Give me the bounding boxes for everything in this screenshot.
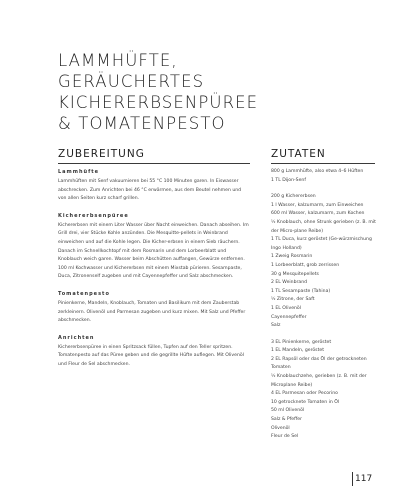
zubereitung-heading: ZUBEREITUNG xyxy=(58,148,145,160)
ingredient-item: 1 EL Mandeln, geröstet xyxy=(271,348,325,354)
ingredient-item: 1 TL Sesampaste (Tahina) xyxy=(271,288,331,294)
section-body: Kichererbsen mit einem Liter Wasser über Nacht einweichen. Danach abseihen. Im Grill drei, vier Stücke Kohle anzünden. Die Mesquitte-pellets in Weinbrand einweichen und auf die Kohle legen. Die Kicher-erbsen in einem Sieb räuchern. Danach im Schnellkochtopf mit dem Rosmarin und dem Lorbeerblatt und Knoblauch weich garen. Wasser beim Abschütten auffangen, Gewürze entfernen. 100 ml Kochwasser und Kichererbsen mit einem Mixstab pürieren. Sesampaste, Duca, Zitronenself zugeben und mit Cayennepfeffer und Salz abschmecken. xyxy=(58,222,249,280)
ingredient-item: 2 EL Weinbrand xyxy=(271,280,308,286)
ingredient-item: 3 EL Pinienkerne, geröstet xyxy=(271,339,332,345)
section-body: Kichererbsenpüree in einen Spritzsack füllen, Tupfen auf den Teller spritzen. Tomatenpesto auf das Püree geben und die gegrillte Hüfte auflegen. Mit Olivenöl und Fleur de Sel abschmecken. xyxy=(58,344,244,367)
page-number: 117 xyxy=(355,474,373,484)
ingredient-item: Cayennepfeffer xyxy=(271,314,307,320)
zutaten-rule xyxy=(271,163,375,164)
section-tomatenpesto xyxy=(58,290,250,326)
section-title: Anrichten xyxy=(58,334,95,341)
title-line: GERÄUCHERTES xyxy=(58,72,205,91)
ingredient-group-pesto xyxy=(271,339,381,442)
ingredient-item: 1 l Wasser, kalzumarm, zum Einweichen xyxy=(271,202,364,208)
title-line: & TOMATENPESTO xyxy=(58,114,226,133)
instructions-column xyxy=(58,168,250,378)
ingredient-item: 1 EL Olivenöl xyxy=(271,305,302,311)
ingredient-item: 50 ml Olivenöl xyxy=(271,408,305,414)
ingredient-item: Salz & Pfeffer xyxy=(271,417,303,423)
ingredient-item: 1 Lorbeerblatt, grob zerrissen xyxy=(271,262,340,268)
recipe-title xyxy=(58,50,388,134)
section-title: Lammhüfte xyxy=(58,169,100,175)
title-line: KICHERERBSENPÜREE xyxy=(58,93,259,112)
section-anrichten xyxy=(58,334,250,370)
section-kichererbsenpueree xyxy=(58,212,250,282)
ingredient-item: 2 EL Rapsöl oder das Öl der getrockneten Tomaten xyxy=(271,356,367,371)
section-body: Lammhüften mit Senf vakuumieren bei 55 °C 100 Minuten garen. In Eiswasser abschrecken. Zum Anrichten bei 46 °C erwärmen, aus dem Beutel nehmen und von allen Seiten kurz scharf grillen. xyxy=(58,179,242,202)
ingredient-item: 1 TL Duca, kurz geröstet (Ge-würzmischung Ingo Holland) xyxy=(271,237,372,251)
page-number-rule xyxy=(352,472,353,486)
ingredient-item: ½ Knoblauchzehe, gerieben (z. B. mit der Microplane Reibe) xyxy=(271,374,367,388)
ingredient-item: Olivenöl xyxy=(271,425,290,431)
section-body: Pinienkerne, Mandeln, Knoblauch, Tomaten und Basilikum mit dem Zauberstab zerkleinern. Olivenöl und Parmesan zugeben und kurz mixen. Mit Salz und Pfeffer abschmecken. xyxy=(58,300,246,324)
ingredient-group-lamm xyxy=(271,168,381,185)
title-line: LAMMHÜFTE, xyxy=(58,51,178,70)
zubereitung-rule xyxy=(58,163,250,164)
zutaten-heading: ZUTATEN xyxy=(271,148,326,160)
ingredient-item: 800 g Lammhüfte, also etwa 4–6 Hüften xyxy=(271,169,364,174)
ingredient-item: Salz xyxy=(271,323,281,329)
ingredient-group-kichererbsen xyxy=(271,193,381,331)
ingredient-item: 200 g Kichererbsen xyxy=(271,194,316,200)
ingredient-item: Fleur de Sel xyxy=(271,434,299,440)
ingredients-column xyxy=(271,168,381,450)
ingredient-item: 1 Zweig Rosmarin xyxy=(271,254,313,260)
ingredient-item: 600 ml Wasser, kalzumarm, zum Kochen xyxy=(271,211,365,217)
ingredient-item: ½ Knoblauch, ohne Strunk gerieben (z. B. mit der Micro-plane Reibe) xyxy=(271,219,376,234)
ingredient-item: 4 EL Parmesan oder Pecorino xyxy=(271,391,338,397)
ingredient-item: 10 getrocknete Tomaten in Öl xyxy=(271,399,340,405)
ingredient-item: ½ Zitrone, der Saft xyxy=(271,297,315,303)
section-title: Kichererbsenpüree xyxy=(58,212,129,219)
ingredient-item: 30 g Mesquitepellets xyxy=(271,271,319,277)
section-lammhuefte xyxy=(58,168,250,204)
section-title: Tomatenpesto xyxy=(58,290,110,297)
ingredient-item: 1 TL Dijon-Senf xyxy=(271,177,306,183)
